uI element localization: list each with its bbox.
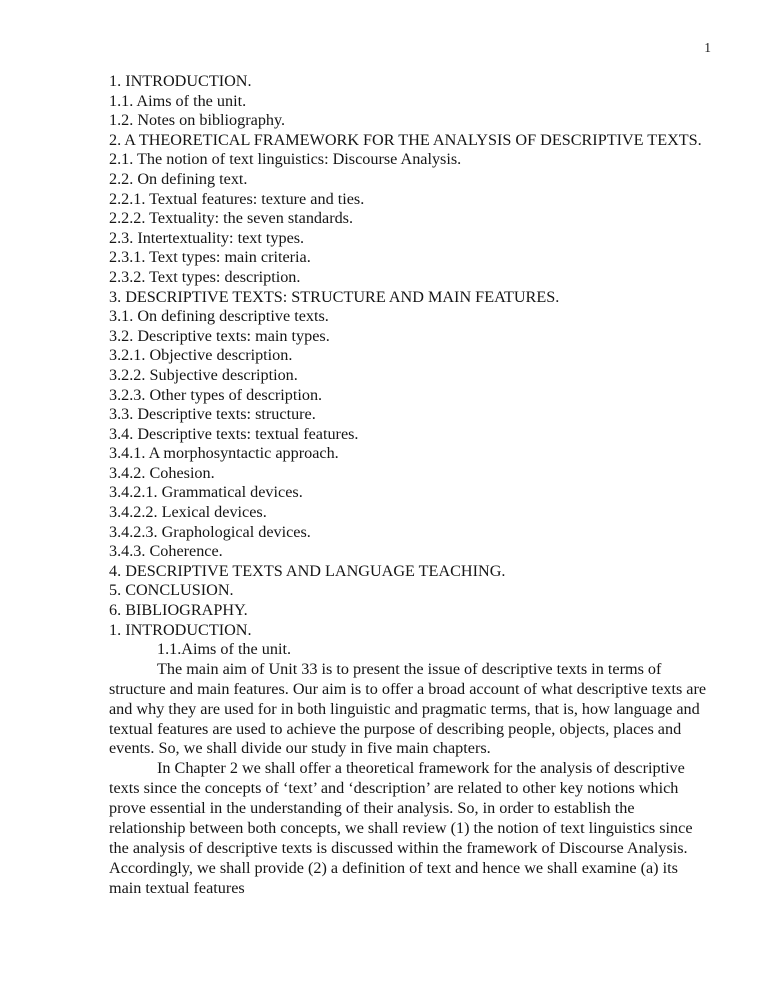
table-of-contents — [109, 72, 711, 621]
toc-entry: 1.1. Aims of the unit. — [109, 91, 247, 110]
toc-entry: 2.1. The notion of text linguistics: Discourse Analysis. — [109, 150, 462, 169]
toc-entry: 3.2.1. Objective description. — [109, 346, 293, 365]
toc-entry: 3.2.2. Subjective description. — [109, 365, 298, 384]
toc-entry: 3.1. On defining descriptive texts. — [109, 307, 329, 326]
toc-entry: 3.3. Descriptive texts: structure. — [109, 405, 316, 424]
toc-entry: 3.2. Descriptive texts: main types. — [109, 326, 330, 345]
toc-entry: 5. CONCLUSION. — [109, 581, 234, 600]
page-number: 1 — [704, 40, 711, 55]
toc-entry: 3.4.2.1. Grammatical devices. — [109, 483, 303, 502]
toc-entry: 3.4. Descriptive texts: textual features. — [109, 424, 359, 443]
toc-entry: 3.4.3. Coherence. — [109, 542, 223, 561]
toc-entry: 1.2. Notes on bibliography. — [109, 111, 286, 130]
toc-entry: 2.2.2. Textuality: the seven standards. — [109, 209, 354, 228]
toc-entry: 2.3. Intertextuality: text types. — [109, 228, 305, 247]
page-content — [109, 72, 711, 899]
toc-entry: 6. BIBLIOGRAPHY. — [109, 601, 248, 620]
toc-entry: 2. A THEORETICAL FRAMEWORK FOR THE ANALYSIS OF DESCRIPTIVE TEXTS. — [109, 130, 702, 149]
body-paragraph: In Chapter 2 we shall offer a theoretical framework for the analysis of descriptive texts since the concepts of ‘text’ and ‘description’ are related to other key notions which prove essential in the understanding of their analysis. So, in order to establish the relationship between both concepts, we shall review (1) the notion of text linguistics since the analysis of descriptive texts is discussed within the framework of Discourse Analysis. Accordingly, we shall provide (2) a definition of text and hence we shall examine (a) its main textual features — [109, 759, 693, 897]
toc-entry: 3. DESCRIPTIVE TEXTS: STRUCTURE AND MAIN FEATURES. — [109, 287, 560, 306]
toc-entry: 3.2.3. Other types of description. — [109, 385, 323, 404]
toc-entry: 3.4.1. A morphosyntactic approach. — [109, 444, 339, 463]
toc-entry: 2.3.2. Text types: description. — [109, 267, 301, 286]
toc-entry: 4. DESCRIPTIVE TEXTS AND LANGUAGE TEACHING. — [109, 561, 506, 580]
toc-entry: 3.4.2.3. Graphological devices. — [109, 522, 311, 541]
body-paragraph: The main aim of Unit 33 is to present the issue of descriptive texts in terms of structure and main features. Our aim is to offer a broad account of what descriptive texts are and why they are used for in both linguistic and pragmatic terms, that is, how language and textual features are used to achieve the purpose of describing people, objects, places and events. So, we shall divide our study in five main chapters. — [109, 659, 707, 758]
toc-entry: 2.3.1. Text types: main criteria. — [109, 248, 311, 267]
toc-entry: 2.2.1. Textual features: texture and ties. — [109, 189, 365, 208]
subsection-heading-aims: 1.1.Aims of the unit. — [157, 640, 291, 659]
section-heading-introduction: 1. INTRODUCTION. — [109, 620, 252, 639]
toc-entry: 3.4.2. Cohesion. — [109, 463, 215, 482]
toc-entry: 1. INTRODUCTION. — [109, 72, 252, 90]
toc-entry: 2.2. On defining text. — [109, 169, 248, 188]
toc-entry: 3.4.2.2. Lexical devices. — [109, 503, 267, 522]
